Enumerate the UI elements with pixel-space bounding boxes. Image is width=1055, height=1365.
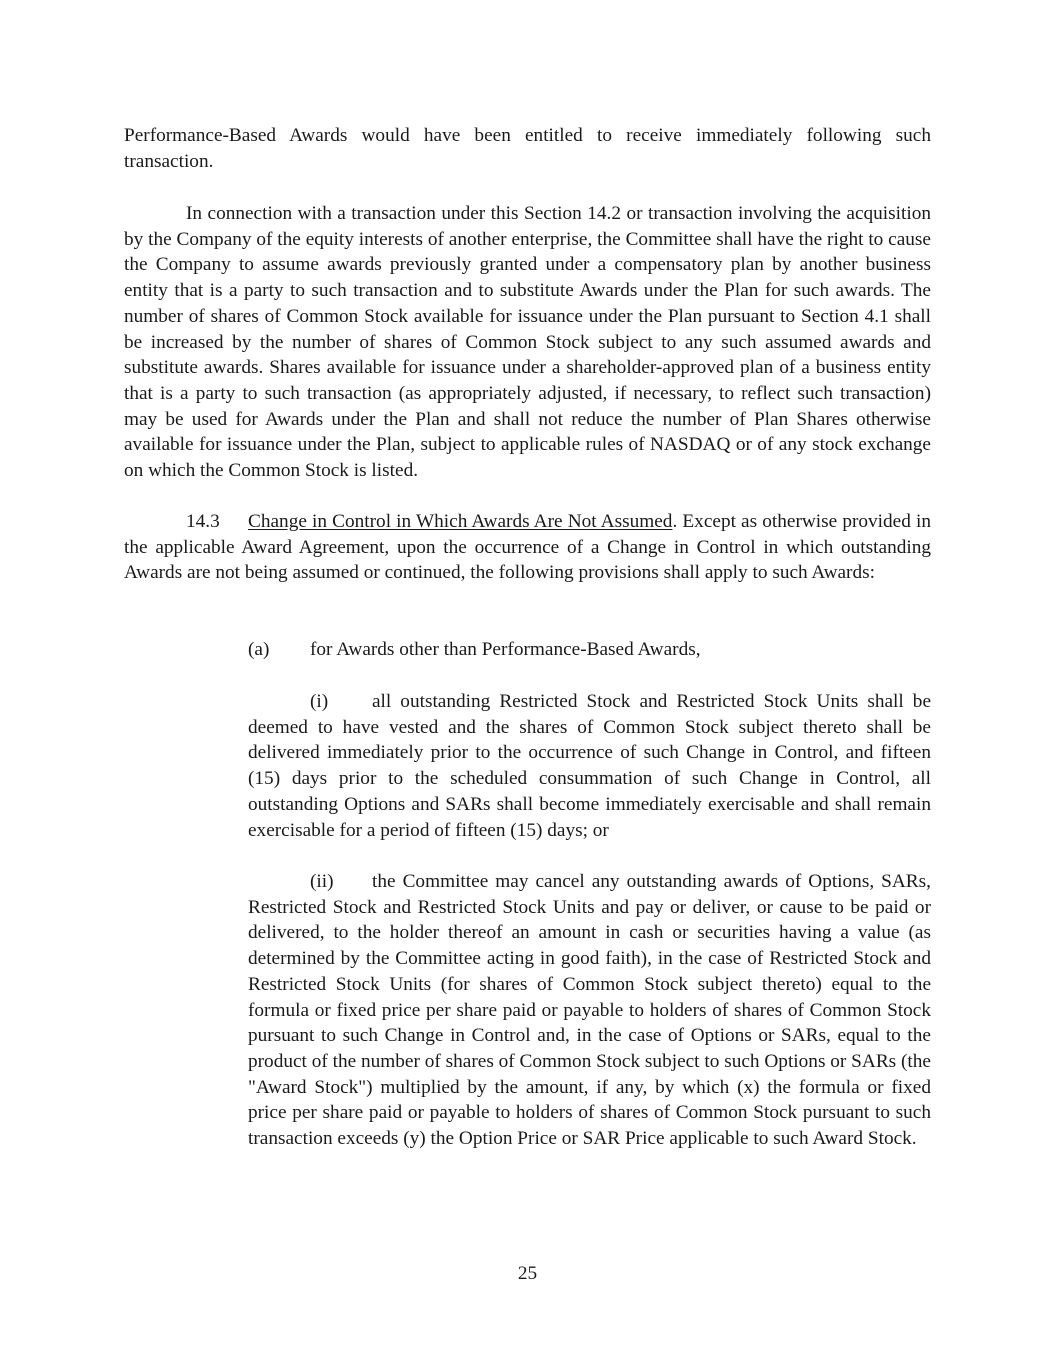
- section-heading-period: .: [672, 511, 678, 532]
- clause-a-label: (a): [248, 639, 270, 660]
- continuation-paragraph: Performance-Based Awards would have been entitled to receive immediately following such transaction.: [124, 125, 931, 172]
- clause-a-text: for Awards other than Performance-Based Awards,: [310, 639, 701, 660]
- clause-ii-text: the Committee may cancel any outstanding awards of Options, SARs, Restricted Stock and Restricted Stock Units and pay or deliver, or cause to be paid or delivered, to the holder thereof an amount in cash or securities having a value (as determined by the Committee acting in good faith), in the case of Restricted Stock and Restricted Stock Units (for shares of Common Stock subject thereto) equal to the formula or fixed price per share paid or payable to holders of shares of Common Stock pursuant to such Change in Control and, in the case of Options or SARs, equal to the product of the number of shares of Common Stock subject to such Options or SARs (the "Award Stock") multiplied by the amount, if any, by which (x) the formula or fixed price per share paid or payable to holders of shares of Common Stock pursuant to such transaction exceeds (y) the Option Price or SAR Price applicable to such Award Stock.: [248, 871, 931, 1150]
- clause-i: [248, 689, 931, 843]
- section-heading: Change in Control in Which Awards Are Not Assumed: [248, 511, 673, 532]
- section-14-3-paragraph: [124, 509, 931, 586]
- clause-a: [248, 637, 931, 663]
- connection-paragraph: In connection with a transaction under this Section 14.2 or transaction involving the acquisition by the Company of the equity interests of another enterprise, the Committee shall have the right to cause the Company to assume awards previously granted under a compensatory plan by another business entity that is a party to such transaction and to substitute Awards under the Plan for such awards. The number of shares of Common Stock available for issuance under the Plan pursuant to Section 4.1 shall be increased by the number of shares of Common Stock subject to any such assumed awards and substitute awards. Shares available for issuance under a shareholder-approved plan of a business entity that is a party to such transaction (as appropriately adjusted, if necessary, to reflect such transaction) may be used for Awards under the Plan and shall not reduce the number of Plan Shares otherwise available for issuance under the Plan, subject to applicable rules of NASDAQ or of any stock exchange on which the Common Stock is listed.: [124, 203, 931, 482]
- clause-ii: [248, 869, 931, 1152]
- clause-ii-label: (ii): [310, 871, 334, 892]
- clause-i-label: (i): [310, 691, 329, 712]
- page-number: 25: [517, 1263, 538, 1284]
- section-number: 14.3: [186, 511, 220, 532]
- section-body: Except as otherwise provided in the applicable Award Agreement, upon the occurrence of a Change in Control in which outstanding Awards are not being assumed or continued, the following provisions shall apply to such Awards:: [124, 511, 931, 584]
- clause-i-text: all outstanding Restricted Stock and Restricted Stock Units shall be deemed to have vested and the shares of Common Stock subject thereto shall be delivered immediately prior to the occurrence of such Change in Control, and fifteen (15) days prior to the scheduled consummation of such Change in Control, all outstanding Options and SARs shall become immediately exercisable and shall remain exercisable for a period of fifteen (15) days; or: [248, 691, 931, 841]
